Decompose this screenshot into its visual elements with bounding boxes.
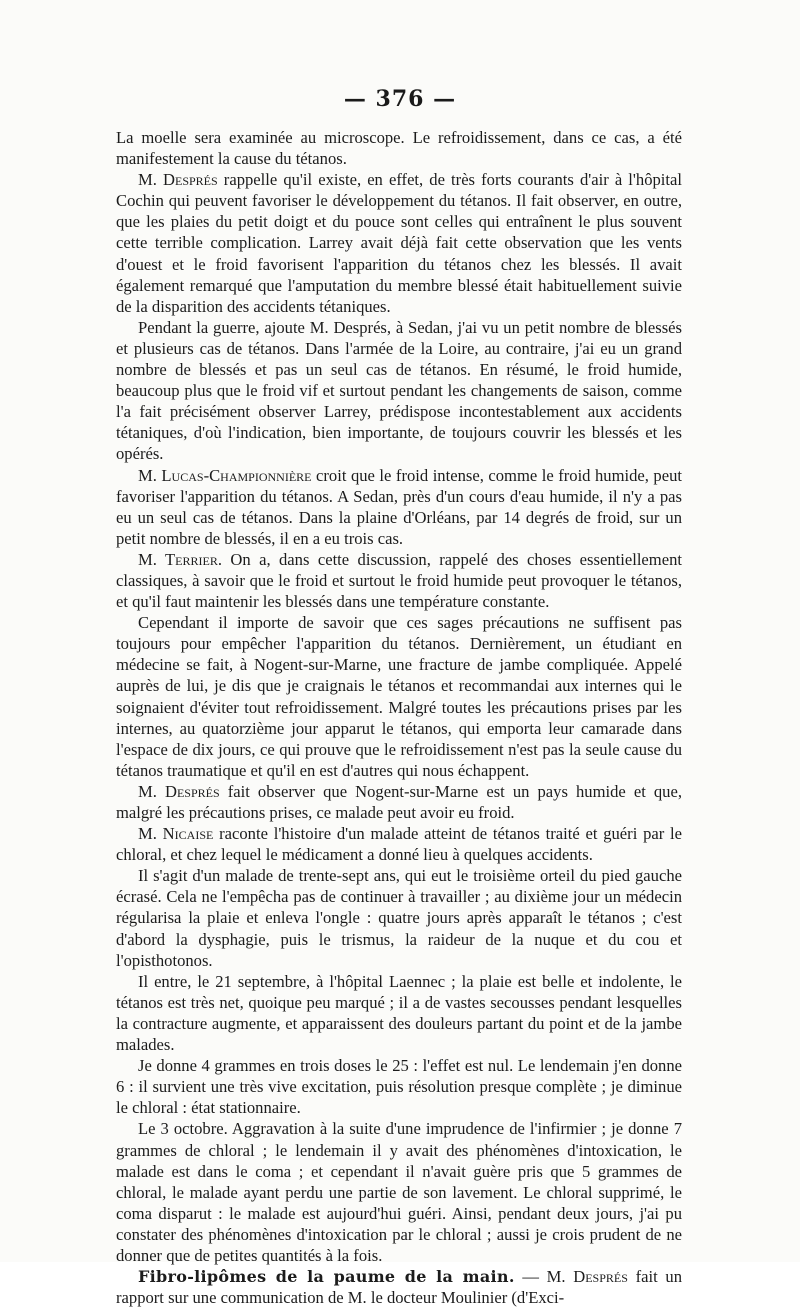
paragraph-13: [116, 1266, 682, 1308]
paragraph-3: [116, 317, 682, 465]
paragraph-4: [116, 465, 682, 549]
paragraph-12: [116, 1118, 682, 1266]
paragraph-2: [116, 169, 682, 317]
paragraph-text: Il s'agit d'un malade de trente-sept ans, qui eut le troisième orteil du pied gauche écrasé. Cela ne l'empêcha pas de continuer à travailler ; au dixième jour un médecin régularisa la plaie et enleva l'ongle : quatre jours après apparaît le tétanos ; c'est d'abord la dysphagie, puis le trismus, la raideur de la nuque et du cou et l'opisthotonos.: [116, 866, 682, 970]
paragraph-text: On a, dans cette discussion, rappelé des choses essentiellement classiques, à savoir que le froid et surtout le froid humide peut provoquer le tétanos, et qu'il faut maintenir les blessés dans une température constante.: [116, 549, 682, 612]
paragraph-text: fait un rapport sur une communication de M. le docteur Moulinier (d'Exci-: [116, 1267, 682, 1308]
paragraph-1: [116, 127, 682, 169]
speaker-name: M. Nicaise: [138, 824, 214, 844]
speaker-name: M. Després: [138, 170, 218, 190]
paragraph-text: raconte l'histoire d'un malade atteint de tétanos traité et guéri par le chloral, et chez lequel le médicament a donné lieu à quelques accidents.: [116, 824, 683, 865]
section-title: Fibro-lipômes de la paume de la main.: [138, 1267, 515, 1287]
paragraph-text: Cependant il importe de savoir que ces sages précautions ne suffisent pas toujours pour empêcher l'apparition du tétanos. Dernièrement, un étudiant en médecine se fait, à Nogent-sur-Marne, une fracture de jambe compliquée. Appelé auprès de lui, je dis que je craignais le tétanos et recommandai aux internes qui le soignaient d'éviter tout refroidissement. Malgré toutes les précautions prises par les internes, au quatorzième jour apparut le tétanos, qui emporta leur camarade dans l'espace de dix jours, ce qui prouve que le refroidissement n'est pas la seule cause du tétanos traumatique et qu'il en est d'autres qui nous échappent.: [116, 613, 682, 780]
paragraph-6: [116, 612, 682, 781]
speaker-name: — M. Després: [522, 1267, 628, 1287]
paragraph-text: fait observer que Nogent-sur-Marne est un pays humide et que, malgré les précautions prises, ce malade peut avoir eu froid.: [116, 781, 682, 822]
paragraph-9: [116, 865, 682, 970]
speaker-name: M. Lucas-Championnière: [138, 465, 312, 485]
paragraph-text: rappelle qu'il existe, en effet, de très forts courants d'air à l'hôpital Cochin qui peuvent favoriser le développement du tétanos. Il fait observer, en outre, que les plaies du petit doigt et du pouce sont celles qui entraînent le plus souvent cette terrible complication. Larrey avait déjà fait cette observation que les vents d'ouest et le froid favorisent l'apparition du tétanos chez les blessés. Il avait également remarqué que l'amputation du membre blessé était habituellement suivie de la disparition des accidents tétaniques.: [116, 170, 682, 316]
paragraph-text: Il entre, le 21 septembre, à l'hôpital Laennec ; la plaie est belle et indolente, le tétanos est très net, quoique peu marqué ; il a de vastes secousses pendant lesquelles la contracture augmente, et apparaissent des douleurs partant du point et de la jambe malades.: [116, 971, 682, 1055]
paragraph-10: [116, 971, 682, 1055]
paragraph-8: [116, 823, 682, 865]
paragraph-text: croit que le froid intense, comme le froid humide, peut favoriser l'apparition du tétanos. A Sedan, près d'un cours d'eau humide, il n'y a pas eu un seul cas de tétanos. Dans la plaine d'Orléans, par 14 degrés de froid, sur un petit nombre de blessés, il en a eu trois cas.: [116, 465, 683, 548]
paragraph-11: [116, 1055, 682, 1118]
paragraph-text: La moelle sera examinée au microscope. Le refroidissement, dans ce cas, a été manifestement la cause du tétanos.: [116, 128, 682, 169]
paragraph-5: [116, 549, 682, 612]
paragraph-text: Le 3 octobre. Aggravation à la suite d'une imprudence de l'infirmier ; je donne 7 grammes de chloral ; le lendemain il y avait des phénomènes d'intoxication, le malade est dans le coma ; et cependant il n'avait guère pris que 5 grammes de chloral, le malade ayant perdu une partie de son lavement. Le chloral supprimé, le coma disparut : le malade est aujourd'hui guéri. Ainsi, pendant deux jours, j'ai pu constater des phénomènes d'intoxication par le chloral ; aussi je crois prudent de ne donner que de petites quantités à la fois.: [116, 1119, 682, 1265]
paragraph-text: Pendant la guerre, ajoute M. Després, à Sedan, j'ai vu un petit nombre de blessés et plusieurs cas de tétanos. Dans l'armée de la Loire, au contraire, j'ai eu un grand nombre de blessés et pas un seul cas de tétanos. En résumé, le froid humide, beaucoup plus que le froid vif et surtout pendant les changements de saison, comme l'a fait précisément observer Larrey, prédispose incontestablement aux accidents tétaniques, d'où l'indication, bien importante, de toujours couvrir les blessés et les opérés.: [116, 317, 682, 464]
paragraph-text: Je donne 4 grammes en trois doses le 25 : l'effet est nul. Le lendemain j'en donne 6 : il survient une très vive excitation, puis résolution presque complète ; je diminue le chloral : état stationnaire.: [116, 1056, 682, 1118]
speaker-name: M. Després: [138, 781, 220, 801]
speaker-name: M. Terrier.: [138, 549, 222, 569]
body-text: [116, 127, 682, 1308]
page-number: — 376 —: [343, 86, 457, 112]
paragraph-7: [116, 781, 682, 823]
